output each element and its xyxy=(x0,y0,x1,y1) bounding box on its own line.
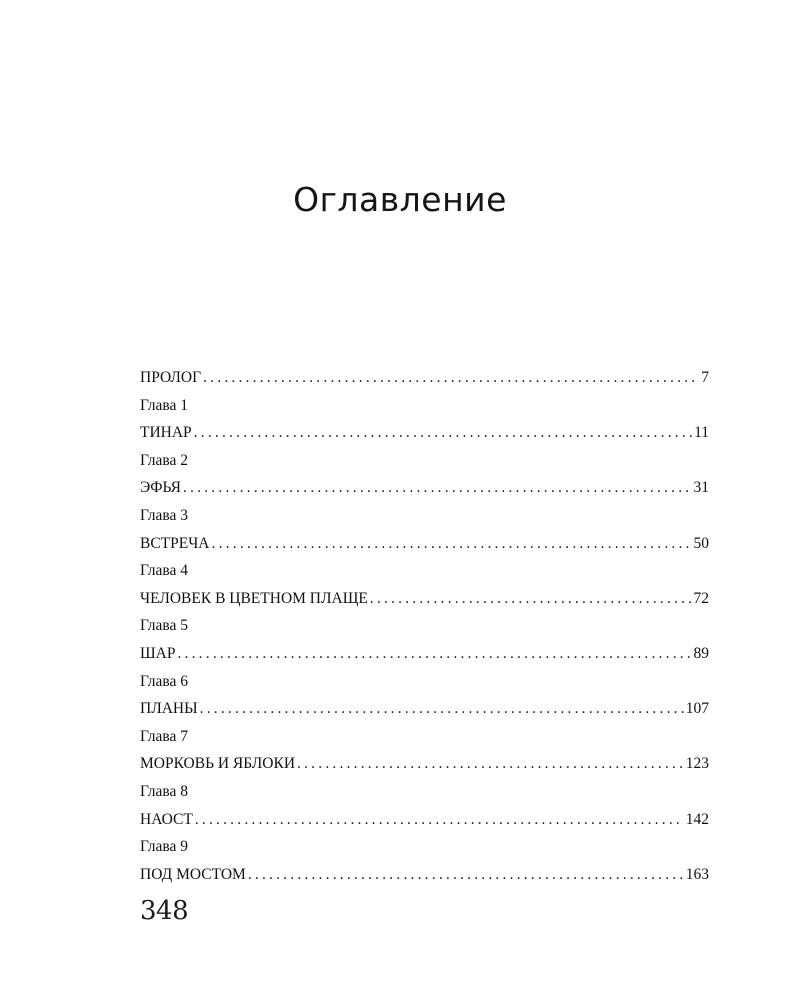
toc-entry-title: ПОД МОСТОМ xyxy=(140,865,246,883)
chapter-number: Глава 9 xyxy=(140,838,189,856)
toc-entry-title: ПЛАНЫ xyxy=(140,700,198,718)
chapter-number: Глава 4 xyxy=(140,562,189,580)
toc-chapter-5 xyxy=(140,612,709,667)
toc-entry-page: 107 xyxy=(685,700,709,718)
toc-chapter-7 xyxy=(140,723,709,778)
toc-chapter-1 xyxy=(140,392,709,447)
dot-leader xyxy=(370,585,692,613)
chapter-number: Глава 5 xyxy=(140,617,189,635)
toc-entry xyxy=(140,806,709,834)
toc-entry-title: ПРОЛОГ xyxy=(140,369,202,386)
dot-leader xyxy=(194,419,692,447)
toc-chapter-9 xyxy=(140,833,709,888)
toc-chapter-3 xyxy=(140,502,709,557)
toc-entry-prologue xyxy=(140,364,709,392)
toc-entry xyxy=(140,695,709,723)
toc-entry xyxy=(140,419,709,447)
page-title: Оглавление xyxy=(293,180,507,219)
toc-chapter-2 xyxy=(140,447,709,502)
toc-chapter-6 xyxy=(140,668,709,723)
chapter-number: Глава 6 xyxy=(140,672,189,690)
dot-leader xyxy=(195,806,684,834)
toc-entry-title: ТИНАР xyxy=(140,424,192,442)
toc-entry xyxy=(140,530,709,558)
toc-entry-title: МОРКОВЬ И ЯБЛОКИ xyxy=(140,755,296,773)
toc-entry-page: 11 xyxy=(694,424,709,442)
chapter-number: Глава 2 xyxy=(140,451,189,469)
dot-leader xyxy=(297,750,684,778)
toc-entry xyxy=(140,585,709,613)
toc-entry-title: ШАР xyxy=(140,644,176,662)
toc-entry xyxy=(140,640,709,668)
toc-entry-page: 142 xyxy=(685,810,709,828)
dot-leader xyxy=(212,530,692,558)
toc-entry-title: ВСТРЕЧА xyxy=(140,534,210,552)
dot-leader xyxy=(248,861,684,889)
toc-entry xyxy=(140,474,709,502)
toc-entry-page: 163 xyxy=(685,865,709,883)
table-of-contents xyxy=(140,364,709,888)
chapter-number: Глава 7 xyxy=(140,727,189,745)
toc-entry xyxy=(140,861,709,889)
toc-entry-title: ЭФЬЯ xyxy=(140,479,181,497)
dot-leader xyxy=(183,474,692,502)
toc-entry-page: 50 xyxy=(693,534,709,552)
toc-entry-page: 89 xyxy=(693,644,709,662)
toc-chapter-8 xyxy=(140,778,709,833)
toc-entry-page: 7 xyxy=(701,369,709,386)
dot-leader xyxy=(200,695,684,723)
toc-entry-page: 123 xyxy=(685,755,709,773)
toc-entry-title: НАОСТ xyxy=(140,810,193,828)
chapter-number: Глава 1 xyxy=(140,396,189,414)
toc-entry-page: 31 xyxy=(693,479,709,497)
chapter-number: Глава 8 xyxy=(140,782,189,800)
page-number: 348 xyxy=(140,896,189,926)
dot-leader xyxy=(203,364,699,392)
toc-entry-page: 72 xyxy=(693,589,709,607)
toc-entry-title: ЧЕЛОВЕК В ЦВЕТНОМ ПЛАЩЕ xyxy=(140,589,368,607)
toc-chapter-4 xyxy=(140,557,709,612)
dot-leader xyxy=(177,640,691,668)
chapter-number: Глава 3 xyxy=(140,506,189,524)
toc-entry xyxy=(140,750,709,778)
